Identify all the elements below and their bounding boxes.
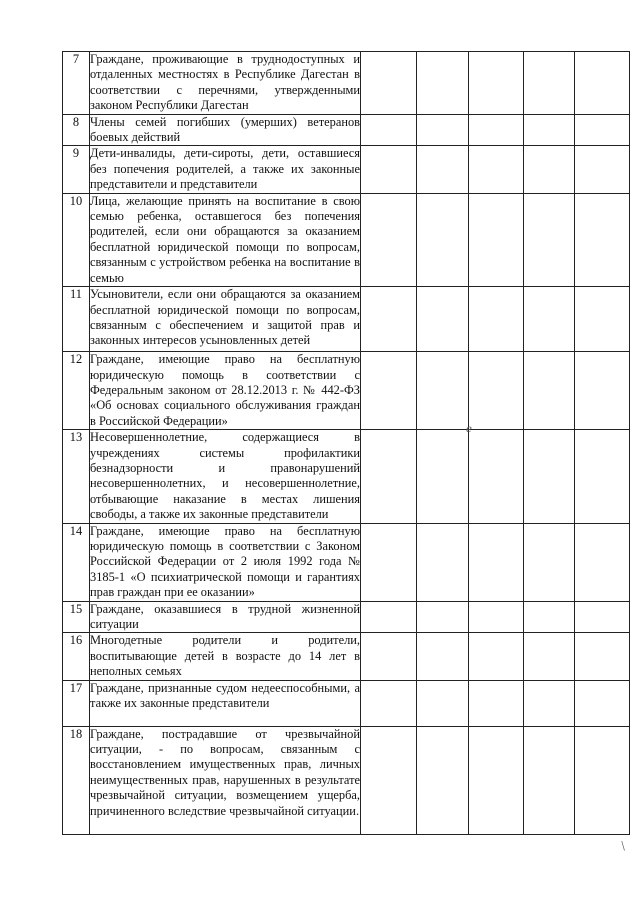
empty-cell [575, 601, 630, 633]
row-number: 12 [63, 352, 90, 430]
row-number: 10 [63, 193, 90, 286]
empty-cell [524, 680, 575, 726]
empty-cell [469, 287, 524, 352]
row-description: Усыновители, если они обращаются за оказанием бесплатной юридической помощи по вопросам, связанным с обеспечением и защитой прав и законных интересов усыновленных детей [90, 287, 361, 352]
empty-cell [417, 430, 469, 523]
row-number: 9 [63, 146, 90, 193]
empty-cell [575, 193, 630, 286]
row-number: 15 [63, 601, 90, 633]
empty-cell [469, 430, 524, 523]
empty-cell [469, 726, 524, 834]
empty-cell [417, 287, 469, 352]
row-number: 11 [63, 287, 90, 352]
empty-cell [575, 523, 630, 601]
empty-cell [469, 352, 524, 430]
empty-cell [575, 430, 630, 523]
beneficiaries-table [62, 51, 630, 835]
empty-cell [361, 352, 417, 430]
row-number: 16 [63, 633, 90, 680]
row-number: 13 [63, 430, 90, 523]
empty-cell [575, 114, 630, 146]
empty-cell [361, 601, 417, 633]
empty-cell [524, 430, 575, 523]
table-row [63, 680, 630, 726]
empty-cell [575, 633, 630, 680]
row-description: Граждане, признанные судом недееспособными, а также их законные представители [90, 680, 361, 726]
table-row [63, 726, 630, 834]
empty-cell [575, 52, 630, 115]
empty-cell [361, 193, 417, 286]
empty-cell [361, 680, 417, 726]
pen-mark: ℯ [466, 424, 472, 435]
pen-mark: / [617, 839, 630, 854]
empty-cell [469, 633, 524, 680]
empty-cell [524, 146, 575, 193]
empty-cell [524, 601, 575, 633]
table-row [63, 146, 630, 193]
empty-cell [469, 601, 524, 633]
empty-cell [575, 726, 630, 834]
row-description: Граждане, проживающие в труднодоступных и отдаленных местностях в Республике Дагестан в соответствии с перечнями, утвержденными законом Республики Дагестан [90, 52, 360, 113]
empty-cell [417, 114, 469, 146]
table-row [63, 287, 630, 352]
row-description: Несовершеннолетние, содержащиеся в учреждениях системы профилактики безнадзорности и правонарушений несовершеннолетних, и несовершеннолетние, отбывающие наказание в местах лишения свободы, а также их законные представители [90, 430, 360, 522]
row-number: 17 [63, 680, 90, 726]
empty-cell [361, 726, 417, 834]
row-number: 18 [63, 726, 90, 834]
empty-cell [417, 52, 469, 115]
empty-cell [469, 114, 524, 146]
empty-cell [469, 523, 524, 601]
empty-cell [417, 633, 469, 680]
empty-cell [361, 146, 417, 193]
table-row [63, 430, 630, 523]
empty-cell [469, 52, 524, 115]
row-description: Граждане, имеющие право на бесплатную юридическую помощь в соответствии с Федеральным законом от 28.12.2013 г. № 442-ФЗ «Об основах социального обслуживания граждан в Российской Федерации» [90, 352, 360, 428]
empty-cell [417, 523, 469, 601]
row-description: Многодетные родители и родители, воспитывающие детей в возрасте до 14 лет в неполных семьях [90, 633, 360, 679]
empty-cell [524, 352, 575, 430]
empty-cell [524, 52, 575, 115]
row-description: Граждане, имеющие право на бесплатную юридическую помощь в соответствии с Законом Российской Федерации от 2 июля 1992 года № 3185-1 «О психиатрической помощи и гарантиях прав граждан при ее оказании» [90, 523, 360, 600]
empty-cell [575, 146, 630, 193]
empty-cell [575, 352, 630, 430]
empty-cell [524, 287, 575, 352]
empty-cell [361, 523, 417, 601]
empty-cell [417, 601, 469, 633]
row-number: 7 [63, 52, 90, 115]
empty-cell [417, 146, 469, 193]
table-row [63, 633, 630, 680]
empty-cell [361, 287, 417, 352]
empty-cell [417, 352, 469, 430]
empty-cell [524, 523, 575, 601]
empty-cell [575, 680, 630, 726]
row-description: Граждане, пострадавшие от чрезвычайной ситуации, - по вопросам, связанным с восстановлением имущественных прав, личных неимущественных прав, нарушенных в результате чрезвычайной ситуации, возмещением ущерба, причиненного вследствие чрезвычайной ситуации. [90, 726, 361, 834]
table-row [63, 601, 630, 633]
row-description: Дети-инвалиды, дети-сироты, дети, оставшиеся без попечения родителей, а также их законные представители и представители [90, 146, 360, 192]
empty-cell [524, 726, 575, 834]
empty-cell [469, 146, 524, 193]
empty-cell [575, 287, 630, 352]
empty-cell [361, 633, 417, 680]
row-number: 14 [63, 523, 90, 601]
row-number: 8 [63, 114, 90, 146]
empty-cell [361, 114, 417, 146]
empty-cell [469, 680, 524, 726]
empty-cell [524, 114, 575, 146]
table-row [63, 114, 630, 146]
empty-cell [417, 680, 469, 726]
empty-cell [361, 52, 417, 115]
table-row [63, 352, 630, 430]
table-row [63, 523, 630, 601]
empty-cell [524, 193, 575, 286]
row-description: Лица, желающие принять на воспитание в свою семью ребенка, оставшегося без попечения родителей, если они обращаются за оказанием бесплатной юридической помощи по вопросам, связанным с устройством ребенка на воспитание в семью [90, 193, 360, 285]
table-row [63, 193, 630, 286]
table-row [63, 52, 630, 115]
empty-cell [417, 193, 469, 286]
row-description: Граждане, оказавшиеся в трудной жизненной ситуации [90, 601, 360, 631]
empty-cell [469, 193, 524, 286]
row-description: Члены семей погибших (умерших) ветеранов боевых действий [90, 114, 360, 145]
empty-cell [417, 726, 469, 834]
empty-cell [524, 633, 575, 680]
empty-cell [361, 430, 417, 523]
